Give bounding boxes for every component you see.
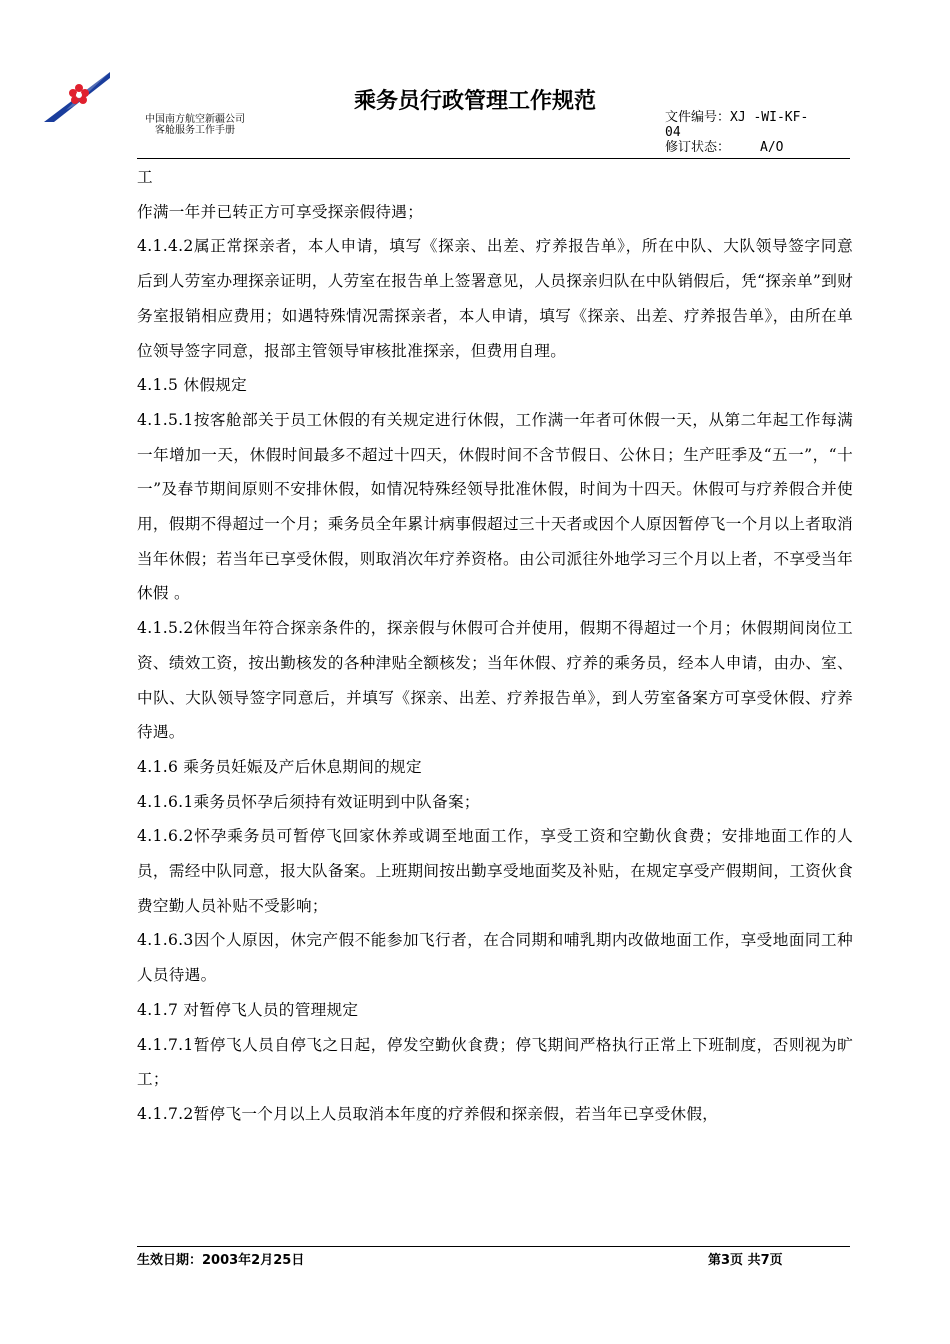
document-body (137, 160, 853, 1132)
body-line: 工 (137, 168, 153, 186)
section-heading: 4.1.5 休假规定 (137, 376, 248, 395)
body-paragraph: 4.1.5.2休假当年符合探亲条件的，探亲假与休假可合并使用，假期不得超过一个月；休假期间岗位工资、绩效工资，按出勤核发的各种津贴全额核发；当年休假、疗养的乘务员，经本人申请，由办、室、中队、大队领导签字同意后，并填写《探亲、出差、疗养报告单》，到人劳室备案方可享受休假、疗养待遇。 (137, 619, 853, 742)
section-heading: 4.1.6 乘务员妊娠及产后休息期间的规定 (137, 757, 422, 776)
body-paragraph: 4.1.5.1按客舱部关于员工休假的有关规定进行休假，工作满一年者可休假一天，从第二年起工作每满一年增加一天，休假时间最多不超过十四天，休假时间不含节假日、公休日；生产旺季及“五一”，“十一”及春节期间原则不安排休假，如情况特殊经领导批准休假，时间为十四天。休假可与疗养假合并使用，假期不得超过一个月；乘务员全年累计病事假超过三十天者或因个人原因暂停飞一个月以上者取消当年休假；若当年已享受休假，则取消次年疗养资格。由公司派往外地学习三个月以上者，不享受当年休假 。 (137, 410, 853, 603)
company-name (145, 114, 245, 136)
company-line-1: 中国南方航空新疆公司 (145, 114, 245, 125)
company-line-2: 客舱服务工作手册 (155, 125, 235, 136)
doc-number-cont: 04 (665, 125, 681, 140)
section-heading: 4.1.7 对暂停飞人员的管理规定 (137, 1000, 359, 1019)
body-line: 作满一年并已转正方可享受探亲假待遇； (137, 202, 424, 221)
body-paragraph: 4.1.4.2属正常探亲者，本人申请，填写《探亲、出差、疗养报告单》，所在中队、大队领导签字同意后到人劳室办理探亲证明，人劳室在报告单上签署意见，人员探亲归队在中队销假后，凭“探亲单”到财务室报销相应费用；如遇特殊情况需探亲者，本人申请，填写《探亲、出差、疗养报告单》，由所在单位领导签字同意，报部主管领导审核批准探亲，但费用自理。 (137, 237, 853, 360)
document-info (665, 110, 855, 152)
effective-date: 生效日期：2003年2月25日 (137, 1253, 305, 1268)
document-title: 乘务员行政管理工作规范 (353, 89, 596, 114)
doc-number: 文件编号：XJ -WI-KF- (665, 110, 809, 125)
body-line: 4.1.6.1乘务员怀孕后须持有效证明到中队备案； (137, 792, 480, 811)
header-divider (137, 158, 850, 159)
revision-label: 修订状态： (665, 140, 731, 152)
footer-divider (137, 1246, 850, 1247)
body-paragraph: 4.1.7.1暂停飞人员自停飞之日起，停发空勤伙食费；停飞期间严格执行正常上下班制度，否则视为旷工； (137, 1035, 853, 1089)
revision-status (665, 140, 855, 152)
revision-value: A/O (760, 140, 784, 152)
body-paragraph: 4.1.6.3因个人原因，休完产假不能参加飞行者，在合同期和哺乳期内改做地面工作，享受地面同工种人员待遇。 (137, 931, 853, 985)
body-paragraph: 4.1.6.2怀孕乘务员可暂停飞回家休养或调至地面工作，享受工资和空勤伙食费；安排地面工作的人员，需经中队同意，报大队备案。上班期间按出勤享受地面奖及补贴，在规定享受产假期间，工资伙食费空勤人员补贴不受影响； (137, 827, 853, 915)
page-number: 第3页 共7页 (708, 1253, 783, 1268)
body-line: 4.1.7.2暂停飞一个月以上人员取消本年度的疗养假和探亲假，若当年已享受休假， (137, 1104, 719, 1123)
